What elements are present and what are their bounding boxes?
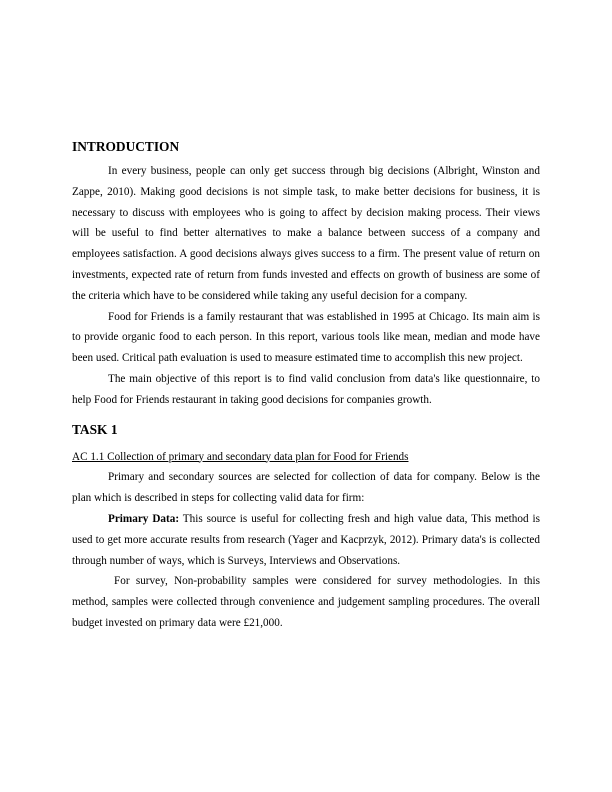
introduction-heading: INTRODUCTION bbox=[72, 139, 180, 154]
task1-intro-paragraph: Primary and secondary sources are selected for collection of data for company. Below is the plan which is described in steps for collecting valid data for firm: bbox=[72, 471, 540, 505]
introduction-paragraph-3: The main objective of this report is to find valid conclusion from data's like questionnaire, to help Food for Friends restaurant in taking good decisions for companies growth. bbox=[72, 372, 540, 406]
task1-heading: TASK 1 bbox=[72, 421, 118, 437]
task1-subheading: AC 1.1 Collection of primary and secondary data plan for Food for Friends bbox=[72, 450, 409, 463]
introduction-paragraph-2: Food for Friends is a family restaurant that was established in 1995 at Chicago. Its main aim is to provide organic food to each person. In this report, various tools like mean, median and mode have been used. Critical path evaluation is used to measure estimated time to accomplish this new project. bbox=[72, 310, 540, 365]
introduction-paragraph-1: In every business, people can only get success through big decisions (Albright, Winston and Zappe, 2010). Making good decisions is not simple task, to make better decisions for business, it is necessary to discuss with employees who is going to affect by decision making process. Their views will be useful to find better alternatives to make a balance between success of a company and employees satisfaction. A good decisions always gives success to a firm. The present value of return on investments, expected rate of return from funds invested and effects on growth of business are some of the criteria which have to be considered while taking any useful decision for a company. bbox=[72, 165, 540, 302]
primary-data-text: This source is useful for collecting fresh and high value data, This method is used to get more accurate results from research (Yager and Kacprzyk, 2012). Primary data's is collected through number of ways, which is Surveys, Interviews and Observations. bbox=[72, 512, 540, 567]
primary-data-label: Primary Data: bbox=[108, 512, 180, 525]
primary-data-paragraph bbox=[72, 509, 540, 571]
document-page bbox=[72, 138, 540, 634]
survey-paragraph: For survey, Non-probability samples were considered for survey methodologies. In this method, samples were collected through convenience and judgement sampling procedures. The overall budget invested on primary data were £21,000. bbox=[72, 575, 540, 629]
